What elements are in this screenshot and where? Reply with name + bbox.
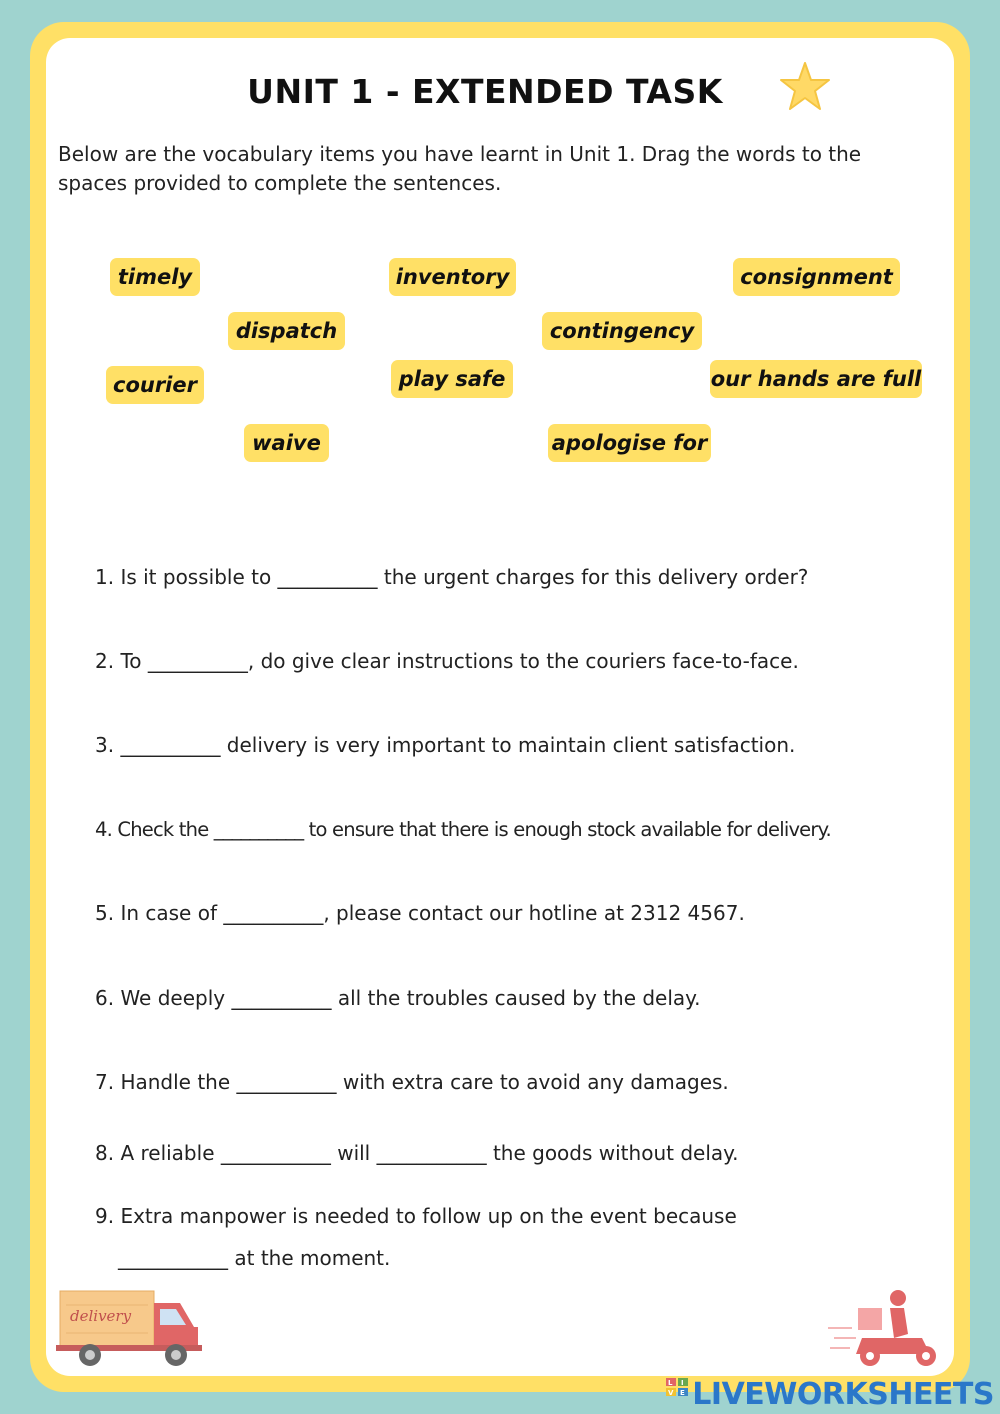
page-title: UNIT 1 - EXTENDED TASK bbox=[247, 72, 723, 111]
word-chip-waive[interactable]: waive bbox=[244, 424, 329, 462]
word-chip-our-hands-are-full[interactable]: our hands are full bbox=[710, 360, 922, 398]
question-9-continued: ___________ at the moment. bbox=[118, 1246, 391, 1270]
instructions: Below are the vocabulary items you have learnt in Unit 1. Drag the words to the spaces provided to complete the sentences. bbox=[58, 142, 862, 195]
word-chip-timely[interactable]: timely bbox=[110, 258, 200, 296]
delivery-truck-icon bbox=[56, 1285, 202, 1369]
brand-logo-letter-l: L bbox=[668, 1379, 673, 1387]
question-4: 4. Check the __________ to ensure that there is enough stock available for delivery. bbox=[95, 818, 831, 841]
brand-logo-letter-v: V bbox=[668, 1389, 674, 1397]
liveworksheets-brand bbox=[666, 1376, 994, 1412]
word-chip-courier[interactable]: courier bbox=[106, 366, 204, 404]
question-2: 2. To __________, do give clear instructions to the couriers face-to-face. bbox=[95, 649, 799, 673]
brand-name: LIVEWORKSHEETS bbox=[692, 1376, 994, 1412]
question-8: 8. A reliable ___________ will ___________ the goods without delay. bbox=[95, 1141, 739, 1165]
word-chip-consignment[interactable]: consignment bbox=[733, 258, 900, 296]
question-6: 6. We deeply __________ all the troubles caused by the delay. bbox=[95, 986, 701, 1010]
word-chip-contingency[interactable]: contingency bbox=[542, 312, 702, 350]
question-7: 7. Handle the __________ with extra care to avoid any damages. bbox=[95, 1070, 729, 1094]
star-icon bbox=[778, 60, 832, 114]
word-chip-play-safe[interactable]: play safe bbox=[391, 360, 513, 398]
word-chip-inventory[interactable]: inventory bbox=[389, 258, 516, 296]
delivery-scooter-icon bbox=[826, 1288, 942, 1368]
liveworksheets-logo-icon bbox=[666, 1378, 688, 1410]
question-5: 5. In case of __________, please contact our hotline at 2312 4567. bbox=[95, 901, 745, 925]
question-9: 9. Extra manpower is needed to follow up on the event because bbox=[95, 1204, 737, 1228]
word-chip-dispatch[interactable]: dispatch bbox=[228, 312, 345, 350]
brand-logo-letter-e: E bbox=[680, 1389, 686, 1397]
brand-logo-letter-i: I bbox=[681, 1379, 684, 1387]
truck-label: delivery bbox=[70, 1307, 132, 1325]
worksheet-card bbox=[46, 38, 954, 1376]
word-chip-apologise-for[interactable]: apologise for bbox=[548, 424, 711, 462]
question-3: 3. __________ delivery is very important to maintain client satisfaction. bbox=[95, 733, 796, 757]
question-1: 1. Is it possible to __________ the urgent charges for this delivery order? bbox=[95, 565, 809, 589]
